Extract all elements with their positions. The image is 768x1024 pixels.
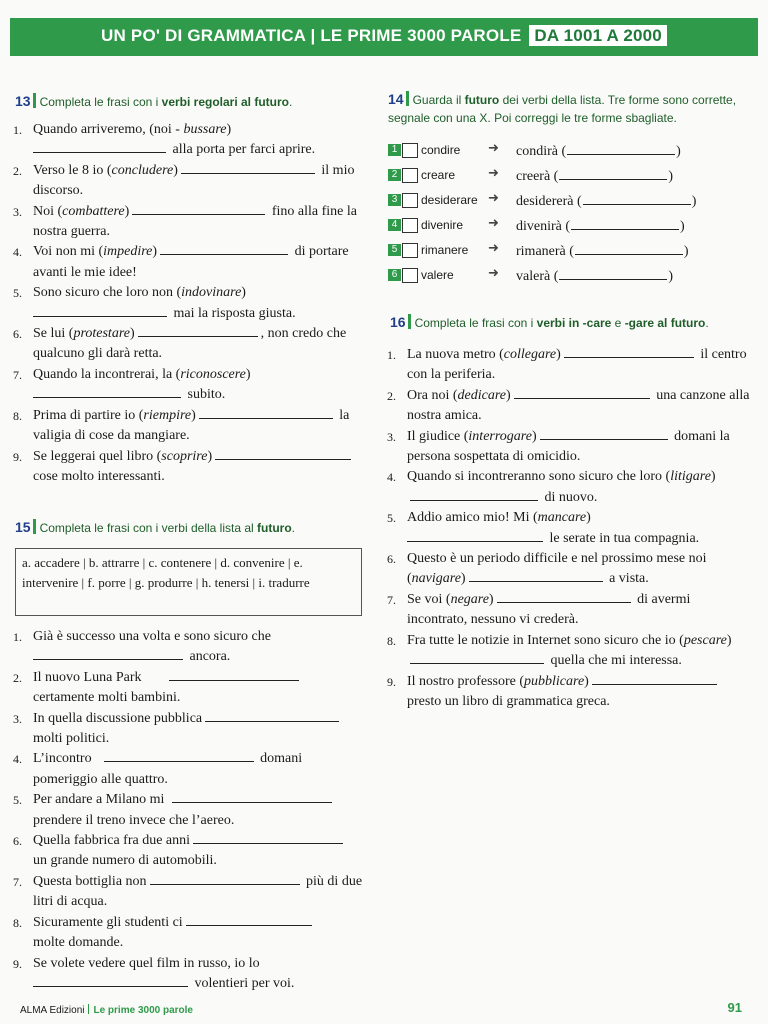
item-text: ) [241,285,246,301]
future-form [516,142,681,160]
correction-blank[interactable] [571,217,679,230]
ex15-number: 15 [15,519,31,535]
item-text: ) [173,162,178,178]
ex16-instr-a: Completa le frasi con i [414,316,537,330]
future-form [516,167,673,185]
item-text: Sicuramente gli studenti ci [33,914,183,930]
correction-blank[interactable] [567,142,675,155]
answer-blank[interactable] [138,324,258,337]
answer-blank[interactable] [186,913,312,926]
item-text: una canzone alla nostra amica. [407,387,750,424]
item-text: ) [584,673,589,689]
answer-blank[interactable] [199,406,333,419]
item-text: L’incontro [33,751,92,767]
item-text: il mio discorso. [33,162,355,199]
ex16-item-1 [387,345,752,386]
item-verb: protestare [73,326,130,342]
ex15-item-3 [13,709,363,750]
ex15-list [13,627,363,994]
item-text: ) [710,469,716,485]
item-number: 3. [13,711,22,726]
item-text: , non credo che qualcuno gli darà retta. [33,326,347,362]
item-text: Verso le 8 io ( [33,162,112,178]
item-text: molti politici. [33,731,110,747]
ex13-instr-a: Completa le frasi con i [39,95,162,109]
ex14-heading [388,90,748,127]
ex14-bar [406,91,409,106]
item-text: prendere il treno invece che l’aereo. [33,812,235,828]
ex13-item-5 [13,283,361,324]
ex16-item-7 [387,590,752,631]
item-number: 4. [387,470,396,485]
item-number: 8. [387,633,396,648]
item-number: 8. [13,408,22,423]
ex13-item-8 [13,406,361,447]
row-number-badge: 1 [388,144,401,156]
ex13-item-3 [13,202,361,243]
answer-blank[interactable] [181,161,315,174]
infinitive: valere [421,268,454,282]
ex16-item-9 [387,672,752,713]
future-text: divenirà ( [516,219,571,234]
ex14-row-6 [388,268,758,293]
arrow-right-icon: ➜ [488,141,499,156]
item-verb: navigare [411,571,461,587]
item-text: subito. [184,387,226,403]
answer-blank[interactable] [564,345,694,358]
item-text: Fra tutte le notizie in Internet sono sicuro che io ( [407,632,684,648]
item-verb: negare [450,591,489,607]
item-verb: litigare [670,469,711,485]
infinitive: creare [421,168,456,182]
ex15-item-8 [13,913,363,954]
ex14-instr-a: Guarda il [412,93,465,107]
answer-blank[interactable] [410,488,538,501]
item-text: Quando si incontreranno sono sicuro che loro ( [407,469,671,485]
header-highlight: DA 1001 A 2000 [529,25,667,46]
ex13-item-7 [13,365,361,406]
item-text: la valigia di cose da mangiare. [33,407,350,444]
check-box[interactable] [402,268,418,283]
footer-divider [88,1004,89,1014]
answer-blank[interactable] [33,140,166,153]
ex14-instr-c: dei verbi della lista. Tre forme sono corrette, segnale con una X. Poi correggi le tre forme sbagliate. [388,93,737,125]
answer-blank[interactable] [33,974,188,987]
header-title-line [10,26,758,46]
item-number: 2. [387,388,396,403]
ex15-item-1 [13,627,363,668]
ex13-item-4 [13,242,361,283]
ex13-item-6 [13,324,361,365]
item-number: 2. [13,670,22,685]
item-text: ) [506,387,511,403]
item-text: Prima di partire io ( [33,407,144,423]
item-text: Se lui ( [33,326,74,342]
item-text: presto un libro di grammatica greca. [407,693,610,709]
item-text: Quella fabbrica fra due anni [33,833,191,849]
item-text: Ora noi ( [407,387,458,403]
ex14-table [388,143,758,293]
check-box[interactable] [402,193,418,208]
item-text: ) [191,407,196,423]
answer-blank[interactable] [205,709,339,722]
answer-blank[interactable] [497,590,631,603]
item-text: ) [226,122,232,137]
item-verb: concludere [111,162,174,178]
item-text: Voi non mi ( [33,244,104,260]
answer-blank[interactable] [104,749,254,762]
ex15-item-9 [13,954,363,995]
ex16-item-8 [387,631,752,672]
ex16-instr-e: al futuro [654,316,706,330]
item-number: 3. [387,429,396,444]
item-verb: dedicare [457,387,507,403]
item-text: Questo è un periodo difficile e nel prossimo mese noi ( [407,551,707,587]
item-text: ) [460,571,466,587]
row-number-badge: 6 [388,269,401,281]
ex16-item-5 [387,508,752,549]
ex15-item-4 [13,749,363,790]
item-text: Se volete vedere quel film in russo, io lo [33,955,260,971]
ex15-item-5 [13,790,363,831]
ex15-bar [33,519,36,534]
item-verb: bussare [183,122,227,137]
item-text: molte domande. [33,935,124,951]
item-text: quella che mi interessa. [547,653,682,669]
item-text: di avermi incontrato, nessuno vi crederà. [407,591,691,628]
item-text: Questa bottiglia non [33,873,147,889]
answer-blank[interactable] [193,831,343,844]
ex15-heading [15,518,365,537]
item-verb: pescare [683,632,727,648]
item-text: domani pomeriggio alle quattro. [33,751,303,787]
item-text: ) [207,448,213,464]
arrow-right-icon: ➜ [488,216,499,231]
ex15-item-2 [13,668,363,709]
arrow-right-icon: ➜ [488,241,499,256]
item-text: Addio amico mio! Mi ( [407,510,538,526]
ex16-instr-f: . [705,316,709,330]
item-text: ancora. [186,649,231,665]
item-number: 9. [13,956,22,971]
ex16-list [387,345,752,712]
item-verb: impedire [103,244,153,260]
item-number: 4. [13,245,22,260]
ex13-bar [33,93,36,108]
item-number: 5. [387,511,396,526]
item-text: il centro con la periferia. [407,347,747,383]
item-number: 9. [13,449,22,464]
ex13-list [13,120,361,487]
check-box[interactable] [402,143,418,158]
row-number-badge: 5 [388,244,401,256]
infinitive: divenire [421,218,464,232]
ex13-item-9 [13,447,361,488]
item-text: cose molto interessanti. [33,468,165,484]
item-text: più di due litri di acqua. [33,873,363,910]
close-paren: ) [691,194,697,209]
answer-blank[interactable] [33,304,167,317]
ex14-row-3 [388,193,758,218]
ex13-instr-c: . [289,95,293,109]
item-number: 7. [13,367,22,382]
item-number: 7. [13,874,22,889]
ex14-instr-b: futuro [464,93,500,107]
item-number: 5. [13,793,22,808]
item-text: certamente molti bambini. [33,690,181,706]
close-paren: ) [668,269,674,284]
item-text: Se voi ( [407,591,451,607]
item-number: 1. [387,348,396,362]
item-text: Già è successo una volta e sono sicuro che [33,629,271,644]
ex13-number: 13 [15,93,31,109]
row-number-badge: 2 [388,169,401,181]
correction-blank[interactable] [583,192,691,205]
answer-blank[interactable] [215,447,351,460]
ex16-bar [408,314,411,329]
item-text: Noi ( [33,203,63,219]
answer-blank[interactable] [469,569,603,582]
item-verb: indovinare [181,285,242,301]
item-text: Se leggerai quel libro ( [33,448,162,464]
close-paren: ) [680,219,685,234]
item-text: fino alla fine la nostra guerra. [33,203,357,240]
item-text: ) [124,203,130,219]
item-number: 6. [387,552,396,567]
answer-blank[interactable] [160,242,288,255]
answer-blank[interactable] [514,386,650,399]
item-text: un grande numero di automobili. [33,853,217,869]
item-text: di portare avanti le mie idee! [33,244,349,280]
ex16-instr-d: -gare [624,316,655,330]
arrow-right-icon: ➜ [488,266,499,281]
row-number-badge: 3 [388,194,401,206]
answer-blank[interactable] [407,529,543,542]
item-number: 5. [13,286,22,301]
correction-blank[interactable] [559,267,667,280]
close-paren: ) [676,144,681,159]
item-text: ) [245,366,251,382]
correction-blank[interactable] [559,167,667,180]
item-verb: pubblicare [524,673,585,689]
ex15-item-7 [13,872,363,913]
future-form [516,242,689,260]
ex15-instr-c: . [291,521,296,535]
item-text: ) [726,632,732,648]
check-box[interactable] [402,168,418,183]
item-number: 9. [387,674,396,689]
item-text: Il nuovo Luna Park [33,669,142,685]
item-text: ) [556,347,561,362]
answer-blank[interactable] [172,790,332,803]
item-verb: collegare [503,347,557,362]
ex15-instr-b: futuro [257,521,292,535]
item-number: 8. [13,915,22,930]
item-text: ) [531,428,537,444]
footer [20,1004,193,1016]
ex13-heading [15,92,365,111]
answer-blank[interactable] [33,385,181,398]
item-text: le serate in tua compagnia. [546,530,700,546]
header-title: UN PO' DI GRAMMATICA | LE PRIME 3000 PAROLE [101,26,522,45]
item-number: 4. [13,752,22,767]
item-text: alla porta per farci aprire. [169,142,316,158]
answer-blank[interactable] [169,668,299,681]
header-banner [10,18,758,56]
item-number: 6. [13,834,22,849]
item-text: ) [129,326,135,342]
item-text: a vista. [605,571,649,587]
future-form [516,217,685,235]
ex15-word-list: a. accadere | b. attrarre | c. contenere | d. convenire | e. intervenire | f. porre | g. produrre | h. tenersi | i. tradurre [15,548,362,616]
ex14-row-2 [388,168,758,193]
item-verb: riconoscere [180,366,246,382]
check-box[interactable] [402,218,418,233]
future-text: rimanerà ( [516,244,574,259]
ex16-instr-b: verbi in -care [536,316,612,330]
infinitive: condire [421,143,461,157]
ex14-row-4 [388,218,758,243]
check-box[interactable] [402,243,418,258]
item-text: ) [586,510,591,526]
answer-blank[interactable] [150,872,300,885]
item-text: di nuovo. [541,489,598,505]
close-paren: ) [668,169,674,184]
answer-blank[interactable] [592,672,717,685]
future-text: condirà ( [516,144,567,159]
item-verb: combattere [62,203,125,219]
item-verb: riempire [143,407,192,423]
ex16-item-3 [387,427,752,468]
ex13-instr-b: verbi regolari al futuro [161,95,289,109]
answer-blank[interactable] [540,427,668,440]
ex16-heading [390,313,750,332]
ex13-item-2 [13,161,361,202]
ex16-item-6 [387,549,752,590]
item-verb: mancare [537,510,587,526]
arrow-right-icon: ➜ [488,166,499,181]
ex16-item-4 [387,467,752,508]
ex15-instr-a: Completa le frasi con i verbi della lista al [39,521,258,535]
item-text: domani la persona sospettata di omicidio. [407,428,730,465]
item-text: volentieri per voi. [191,975,295,991]
item-text: Quando la incontrerai, la ( [33,366,181,382]
correction-blank[interactable] [575,242,683,255]
item-text: ) [488,591,494,607]
arrow-right-icon: ➜ [488,191,499,206]
ex13-item-1 [13,120,361,161]
future-text: creerà ( [516,169,559,184]
infinitive: rimanere [421,243,469,257]
item-verb: interrogare [468,428,532,444]
answer-blank[interactable] [132,202,265,215]
item-number: 2. [13,163,22,178]
ex14-row-5 [388,243,758,268]
item-number: 3. [13,204,22,219]
answer-blank[interactable] [33,647,183,660]
item-text: Il nostro professore ( [407,673,525,689]
ex15-item-6 [13,831,363,872]
close-paren: ) [683,244,689,259]
footer-publisher: ALMA Edizioni [20,1005,85,1016]
item-text: Sono sicuro che loro non ( [33,285,182,301]
future-form [516,267,673,285]
ex14-row-1 [388,143,758,168]
item-text: Quando arriveremo, (noi - [33,122,184,137]
row-number-badge: 4 [388,219,401,231]
item-text: In quella discussione pubblica [33,710,203,726]
item-verb: scoprire [161,448,208,464]
future-text: desidererà ( [516,194,582,209]
footer-book-title: Le prime 3000 parole [93,1005,193,1016]
ex16-number: 16 [390,314,406,330]
page-number: 91 [727,1000,742,1015]
ex16-item-2 [387,386,752,427]
infinitive: desiderare [421,193,478,207]
ex14-number: 14 [388,91,404,107]
item-number: 6. [13,327,22,342]
item-text: La nuova metro ( [407,347,504,362]
item-text: mai la risposta giusta. [170,305,296,321]
item-number: 7. [387,592,396,607]
future-form [516,192,696,210]
item-number: 1. [13,123,22,137]
future-text: valerà ( [516,269,559,284]
item-text: ) [152,244,158,260]
answer-blank[interactable] [410,651,544,664]
item-text: Per andare a Milano mi [33,792,165,808]
item-text: Il giudice ( [407,428,469,444]
ex16-instr-c: e [611,316,625,330]
item-number: 1. [13,630,22,644]
